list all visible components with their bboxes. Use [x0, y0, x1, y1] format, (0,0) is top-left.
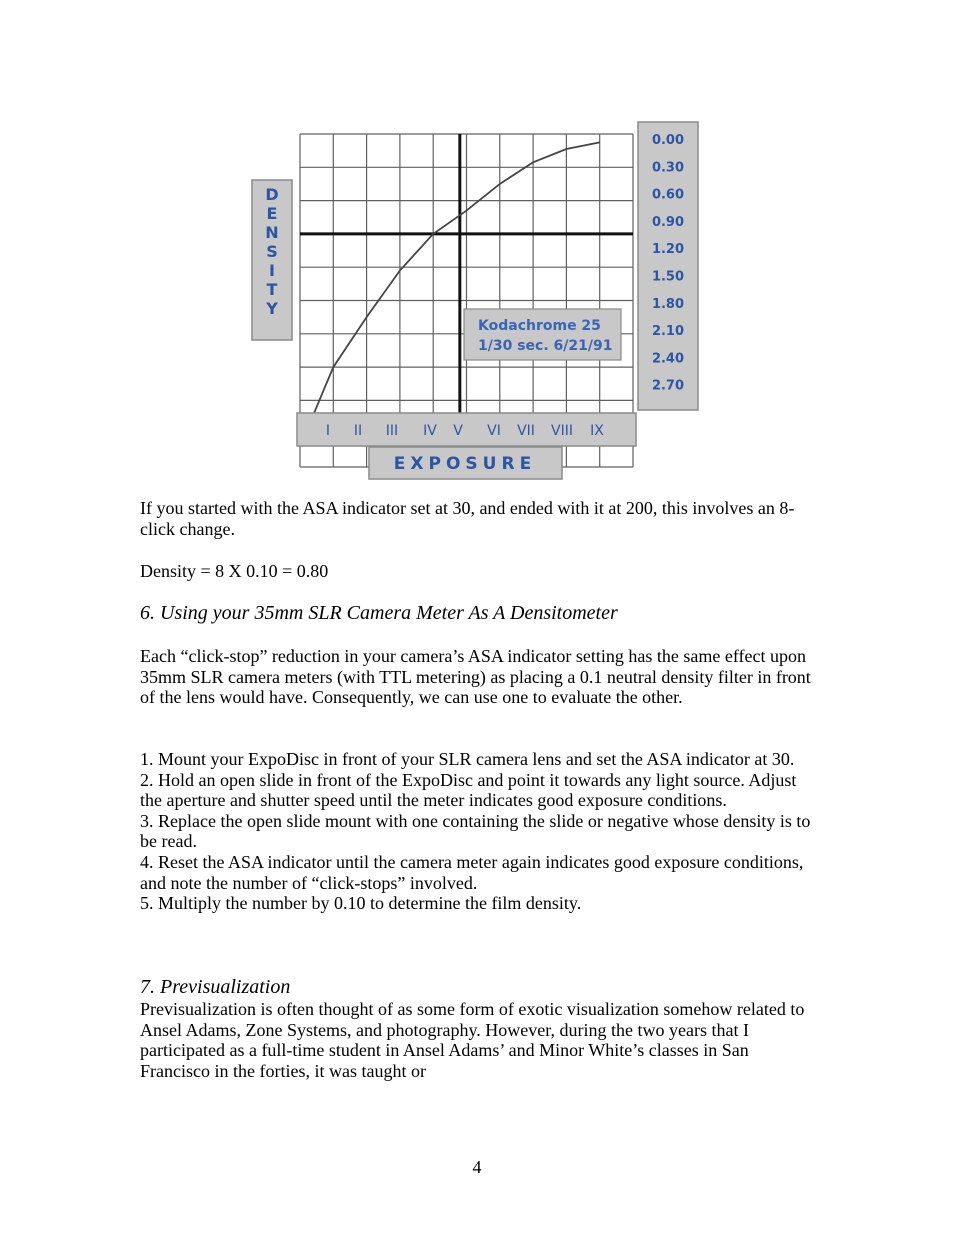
- density-value-label: 1.80: [651, 296, 685, 312]
- zone-label: V: [453, 423, 463, 439]
- step-2: 2. Hold an open slide in front of the ExpoDisc and point it towards any light source. Adjust the aperture and shutter speed until the meter indicates good exposure conditions.: [140, 769, 797, 811]
- density-value-label: 0.90: [651, 214, 685, 230]
- zone-label: VI: [487, 423, 501, 439]
- annotation-line-2: 1/30 sec. 6/21/91: [478, 338, 613, 354]
- exposure-title: EXPOSURE: [393, 454, 537, 474]
- heading-section-6: 6. Using your 35mm SLR Camera Meter As A Densitometer: [140, 602, 618, 624]
- density-title-letter: D: [265, 185, 279, 204]
- density-title-letter: I: [269, 261, 275, 280]
- density-title-letter: E: [266, 204, 278, 223]
- paragraph-previsualization: Previsualization is often thought of as some form of exotic visualization somehow related to Ansel Adams, Zone Systems, and photography. However, during the two years that I participated as a full-time student in Ansel Adams’ and Minor White’s classes in San Francisco in the forties, it was taught or: [140, 999, 805, 1081]
- density-value-label: 1.20: [651, 242, 685, 258]
- curve-line: [303, 142, 599, 438]
- paragraph-density-equation: Density = 8 X 0.10 = 0.80: [140, 561, 329, 581]
- density-exposure-figure: [240, 112, 710, 487]
- steps-list: [140, 749, 820, 914]
- density-title-letter: S: [266, 242, 278, 261]
- heading-section-7: 7. Previsualization: [140, 976, 291, 998]
- zone-label: IX: [590, 423, 604, 439]
- characteristic-curve: [303, 142, 599, 438]
- zone-label: IV: [423, 423, 437, 439]
- density-value-label: 2.40: [651, 351, 685, 367]
- density-title-letter: Y: [266, 299, 278, 318]
- zone-label: II: [353, 423, 363, 439]
- paragraph-click-stop: Each “click-stop” reduction in your camera’s ASA indicator setting has the same effect upon 35mm SLR camera meters (with TTL metering) as placing a 0.1 neutral density filter in front of the lens would have. Consequently, we can use one to evaluate the other.: [140, 646, 811, 708]
- density-title: [265, 185, 278, 318]
- density-value-label: 0.00: [651, 133, 685, 148]
- annotation-line-1: Kodachrome 25: [478, 318, 601, 334]
- density-value-label: 2.70: [651, 378, 685, 394]
- density-title-letter: T: [266, 280, 278, 299]
- zone-label: III: [385, 423, 399, 439]
- step-1: 1. Mount your ExpoDisc in front of your SLR camera lens and set the ASA indicator at 30.: [140, 749, 795, 769]
- density-title-letter: N: [265, 223, 279, 242]
- step-5: 5. Multiply the number by 0.10 to determine the film density.: [140, 893, 582, 914]
- zone-label: VIII: [551, 423, 573, 439]
- density-value-label: 2.10: [651, 324, 685, 340]
- zone-label: VII: [517, 423, 535, 439]
- step-3: 3. Replace the open slide mount with one containing the slide or negative whose density is to be read.: [140, 810, 811, 852]
- zone-labels-box: [297, 413, 636, 446]
- page-number: 4: [472, 1157, 482, 1177]
- density-value-label: 0.30: [651, 160, 685, 176]
- density-value-label: 0.60: [651, 187, 685, 203]
- zone-label: I: [325, 423, 331, 439]
- paragraph-asa-change: If you started with the ASA indicator set at 30, and ended with it at 200, this involves an 8-click change.: [140, 498, 795, 539]
- step-4: 4. Reset the ASA indicator until the camera meter again indicates good exposure conditions, and note the number of “click-stops” involved.: [140, 851, 804, 893]
- density-value-label: 1.50: [651, 269, 685, 285]
